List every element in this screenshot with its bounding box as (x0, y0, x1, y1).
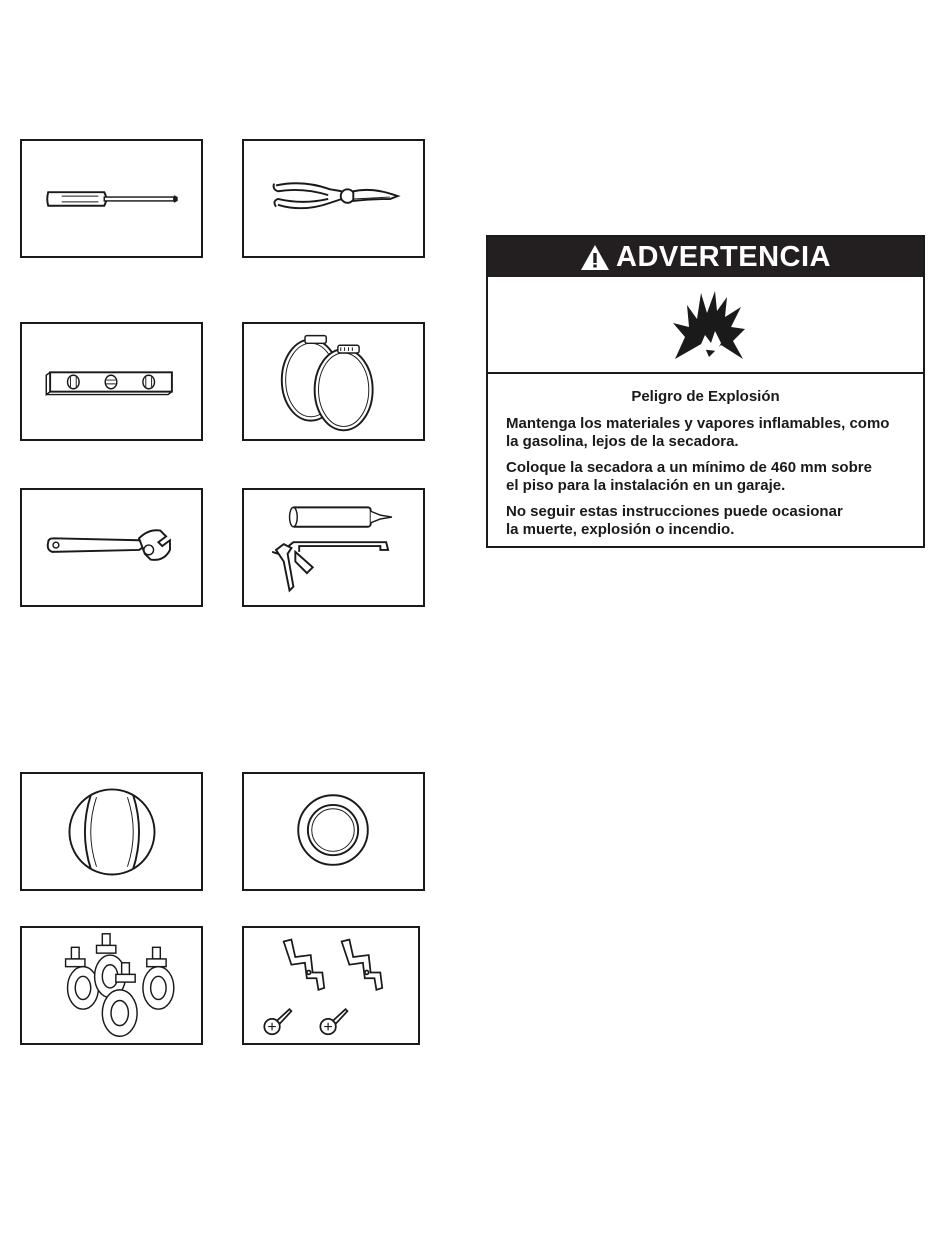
warning-body (488, 374, 923, 539)
caulking-gun-icon (244, 490, 423, 605)
warning-title: Peligro de Explosión (631, 388, 780, 405)
warning-header (488, 237, 923, 277)
level-icon (22, 324, 201, 439)
part-knob-box (20, 772, 203, 891)
tool-level-box (20, 322, 203, 441)
tin-snips-icon (244, 141, 423, 256)
part-brackets-box (242, 926, 420, 1045)
tool-caulking-gun-box (242, 488, 425, 607)
explosion-icon (671, 287, 747, 361)
knob-icon (22, 774, 201, 889)
part-foot-box (242, 772, 425, 891)
warning-paragraph-1: Mantenga los materiales y vapores inflamables, como la gasolina, lejos de la secadora. (506, 415, 890, 450)
brackets-screws-icon (244, 928, 418, 1043)
tool-wrench-box (20, 488, 203, 607)
part-casters-box (20, 926, 203, 1045)
warning-header-text: ADVERTENCIA (616, 240, 831, 273)
tool-clamps-box (242, 322, 425, 441)
foot-pad-icon (244, 774, 423, 889)
warning-box (486, 235, 925, 548)
casters-icon (22, 928, 201, 1043)
tool-screwdriver-box (20, 139, 203, 258)
warning-paragraph-2: Coloque la secadora a un mínimo de 460 mm sobre el piso para la instalación en un garaje. (506, 459, 872, 494)
warning-triangle-icon (580, 244, 610, 271)
clamps-icon (244, 324, 423, 439)
screwdriver-icon (22, 141, 201, 256)
tool-tin-snips-box (242, 139, 425, 258)
wrench-icon (22, 490, 201, 605)
hazard-symbol-area (488, 277, 923, 374)
warning-paragraph-3: No seguir estas instrucciones puede ocasionar la muerte, explosión o incendio. (506, 503, 843, 538)
